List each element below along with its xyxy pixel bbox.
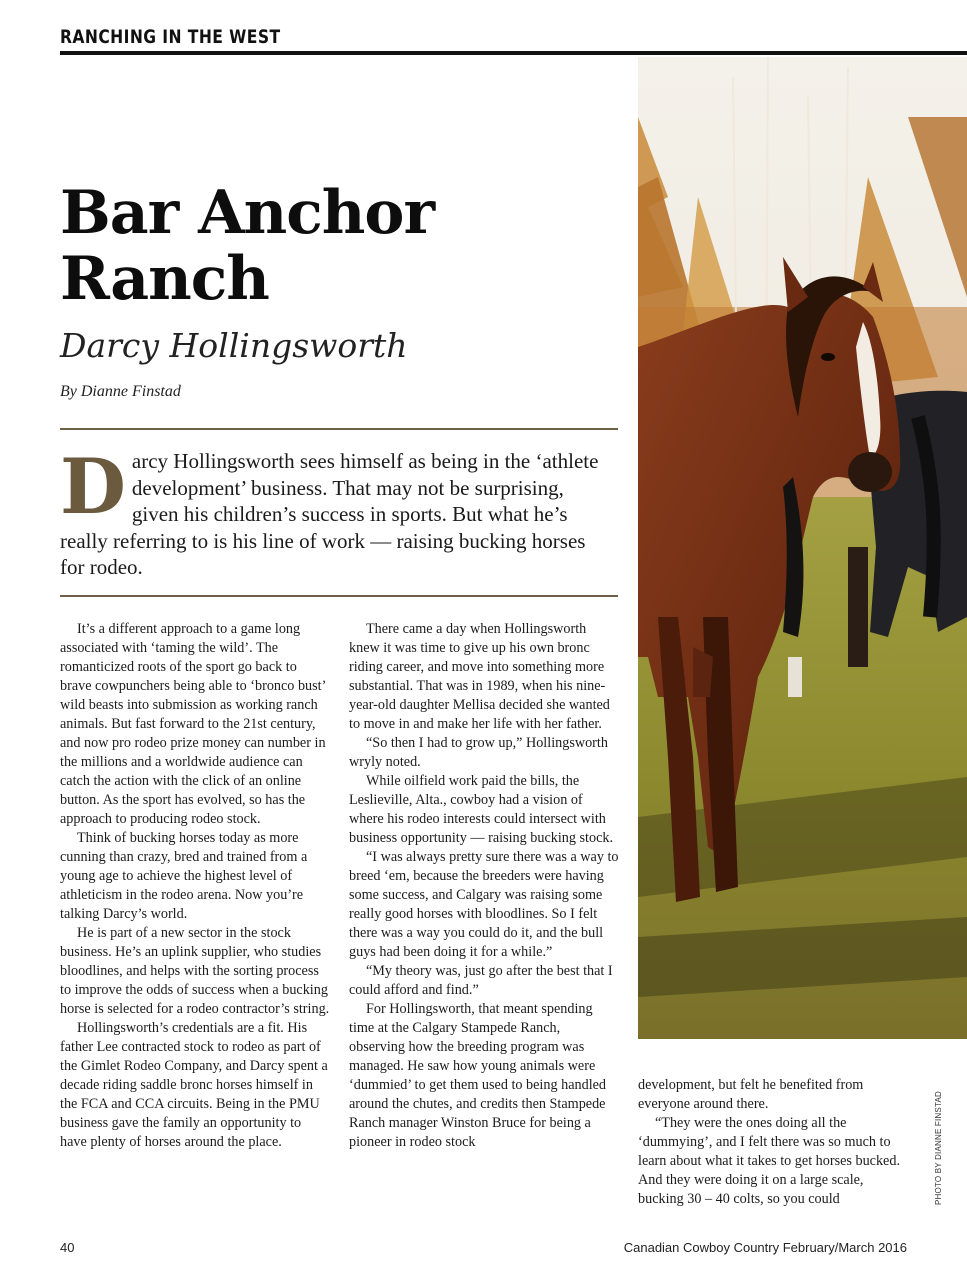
horse-photo: [638, 57, 967, 1039]
article-subtitle: Darcy Hollingsworth: [60, 326, 408, 365]
article-deck: [60, 442, 612, 581]
header-rule: [60, 51, 967, 55]
paragraph: There came a day when Hollingsworth knew it was time to give up his own bronc riding career, and move into something more substantial. That was in 1989, when his nine-year-old daughter Mellisa decided she wanted to move in and make her life with her father.: [349, 621, 610, 732]
deck-text: arcy Hollingsworth sees himself as being in the ‘athlete development’ business. That may not be surprising, given his children’s success in sports. But what he’s really referring to is his line of work — raising bucking horses for rodeo.: [60, 449, 599, 579]
body-column-1: [60, 620, 330, 1152]
deck-rule-bottom: [60, 595, 618, 597]
paragraph: “My theory was, just go after the best that I could afford and find.”: [349, 963, 613, 998]
paragraph: “So then I had to grow up,” Hollingsworth wryly noted.: [349, 735, 608, 770]
paragraph: “I was always pretty sure there was a way to breed ‘em, because the breeders were having some success, and Calgary was raising some really good horses with bloodlines. So I felt there was a way you could do it, and the bull guys had been doing it for a while.”: [349, 849, 619, 960]
body-column-2: [349, 620, 619, 1152]
page-number: 40: [60, 1240, 75, 1255]
byline: By Dianne Finstad: [60, 383, 181, 400]
paragraph: While oilfield work paid the bills, the Leslieville, Alta., cowboy had a vision of where his rodeo interests could intersect with business opportunity — raising bucking stock.: [349, 773, 614, 846]
deck-rule-top: [60, 428, 618, 430]
paragraph: Hollingsworth’s credentials are a fit. His father Lee contracted stock to rodeo as part of the Gimlet Rodeo Company, and Darcy spent a decade riding saddle bronc horses himself in the FCA and CCA circuits. Being in the PMU business gave the family an opportunity to have plenty of horses around the place.: [60, 1020, 328, 1150]
paragraph: He is part of a new sector in the stock business. He’s an uplink supplier, who studies bloodlines, and helps with the sorting process to improve the odds of success when a bucking horse is selected for a rodeo contractor’s string.: [60, 925, 330, 1017]
section-heading: RANCHING IN THE WEST: [60, 26, 281, 48]
photo-credit: PHOTO BY DIANNE FINSTAD: [934, 1091, 943, 1205]
paragraph: development, but felt he benefited from everyone around there.: [638, 1077, 864, 1112]
body-column-3: [638, 1076, 908, 1209]
paragraph: For Hollingsworth, that meant spending time at the Calgary Stampede Ranch, observing how the breeding program was managed. He saw how young animals were ‘dummied’ to get them used to being handled around the chutes, and credits then Stampede Ranch manager Winston Bruce for being a pioneer in rodeo stock: [349, 1001, 607, 1150]
drop-cap: D: [60, 442, 126, 531]
article-title: Bar Anchor Ranch: [60, 178, 435, 314]
paragraph: Think of bucking horses today as more cunning than crazy, bred and trained from a young age to achieve the highest level of athleticism in the rodeo arena. Now you’re talking Darcy’s world.: [60, 830, 308, 922]
publication-footer: Canadian Cowboy Country February/March 2016: [623, 1240, 907, 1255]
paragraph: It’s a different approach to a game long associated with ‘taming the wild’. The romanticized roots of the sport go back to brave cowpunchers being able to ‘bronco bust’ wild beasts into submission as working ranch animals. But fast forward to the 21st century, and now pro rodeo prize money can number in the millions and a worldwide audience can catch the action with the click of an online button. As the sport has evolved, so has the approach to producing rodeo stock.: [60, 621, 326, 827]
paragraph: “They were the ones doing all the ‘dummying’, and I felt there was so much to learn about what it takes to get horses bucked. And they were doing it on a large scale, bucking 30 – 40 colts, so you could: [638, 1115, 900, 1207]
